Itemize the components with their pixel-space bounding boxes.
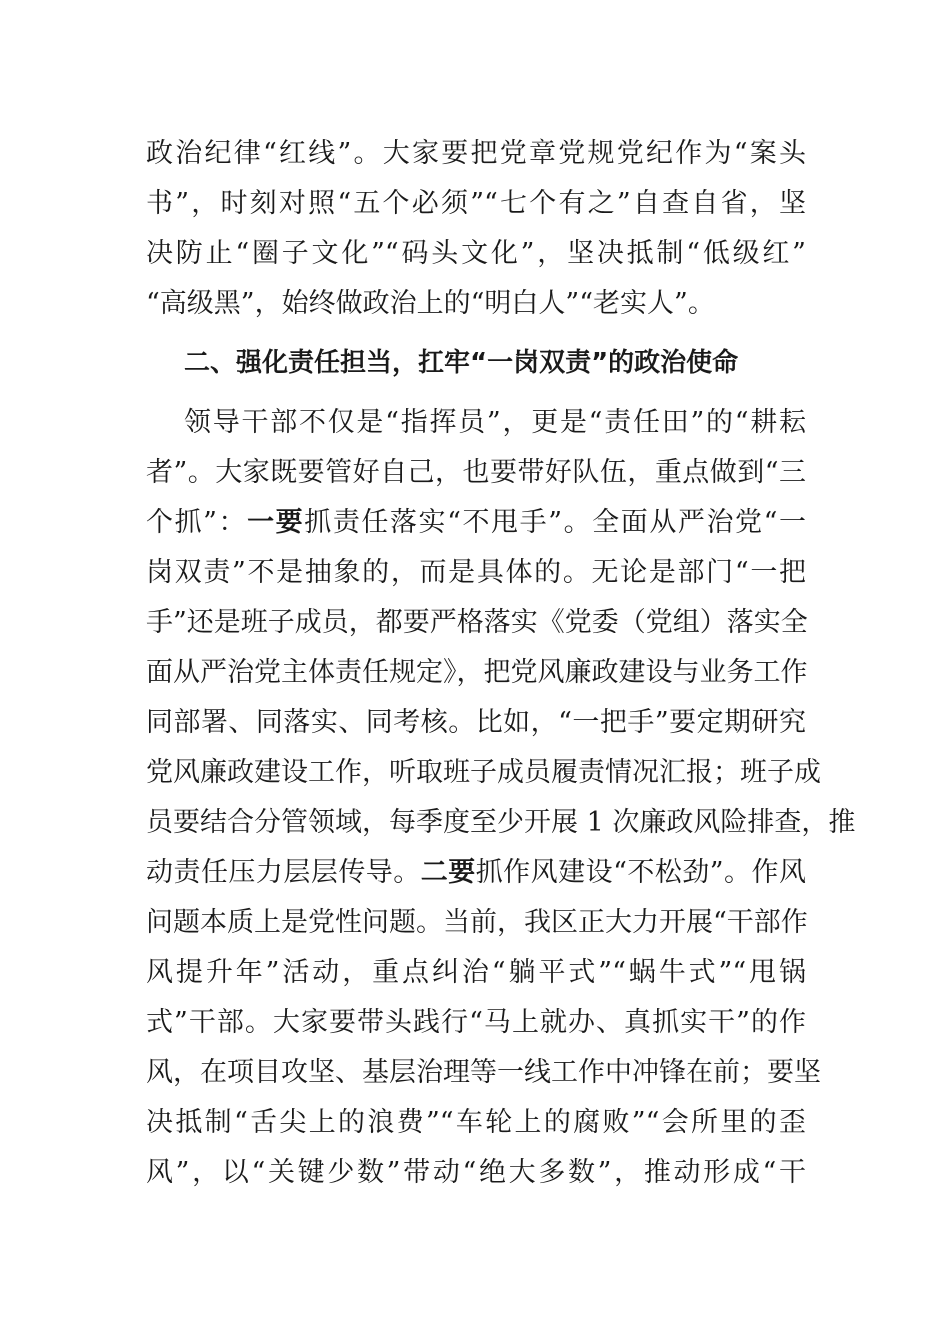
paragraph2-line: 岗双责”不是抽象的，而是具体的。无论是部门“一把 — [146, 557, 806, 588]
paragraph2-line: 问题本质上是党性问题。当前，我区正大力开展“干部作 — [146, 907, 808, 938]
paragraph1-line: 决防止“圈子文化”“码头文化”，坚决抵制“低级红” — [146, 238, 806, 269]
paragraph2-line: 党风廉政建设工作，听取班子成员履责情况汇报；班子成 — [146, 757, 821, 788]
line-text: 个抓”： — [146, 507, 248, 538]
paragraph2-line: 决抵制“舌尖上的浪费”“车轮上的腐败”“会所里的歪 — [146, 1107, 806, 1138]
line-text: 抓责任落实“不甩手”。全面从严治党“一 — [304, 507, 806, 538]
paragraph2-line: 式”干部。大家要带头践行“马上就办、真抓实干”的作 — [146, 1007, 806, 1038]
paragraph1-line: 书”，时刻对照“五个必须”“七个有之”自查自省，坚 — [146, 188, 806, 219]
paragraph2-line — [146, 503, 806, 543]
bold-marker: 一要 — [247, 507, 305, 538]
line-text: 动责任压力层层传导。 — [146, 857, 421, 888]
paragraph2-line: 风”，以“关键少数”带动“绝大多数”，推动形成“干 — [146, 1157, 806, 1188]
paragraph1-line: 政治纪律“红线”。大家要把党章党规党纪作为“案头 — [146, 138, 806, 169]
paragraph2-line: 同部署、同落实、同考核。比如，“一把手”要定期研究 — [146, 707, 806, 738]
paragraph1-line: “高级黑”，始终做政治上的“明白人”“老实人”。 — [146, 288, 715, 319]
section-heading: 二、强化责任担当，扛牢“一岗双责”的政治使命 — [184, 348, 739, 378]
paragraph2-line: 手”还是班子成员，都要严格落实《党委（党组）落实全 — [146, 607, 808, 638]
paragraph2-line: 风提升年”活动，重点纠治“躺平式”“蜗牛式”“甩锅 — [146, 957, 806, 988]
paragraph2-line — [146, 853, 806, 893]
paragraph2-line: 风，在项目攻坚、基层治理等一线工作中冲锋在前；要坚 — [146, 1057, 821, 1088]
line-text: 抓作风建设“不松劲”。作风 — [475, 857, 807, 888]
paragraph2-line: 者”。大家既要管好自己，也要带好队伍，重点做到“三 — [146, 457, 806, 488]
bold-marker: 二要 — [420, 857, 476, 888]
paragraph2-line: 员要结合分管领域，每季度至少开展 1 次廉政风险排查，推 — [146, 807, 856, 838]
paragraph2-line: 领导干部不仅是“指挥员”，更是“责任田”的“耕耘 — [184, 407, 806, 438]
paragraph2-line: 面从严治党主体责任规定》，把党风廉政建设与业务工作 — [146, 657, 808, 688]
